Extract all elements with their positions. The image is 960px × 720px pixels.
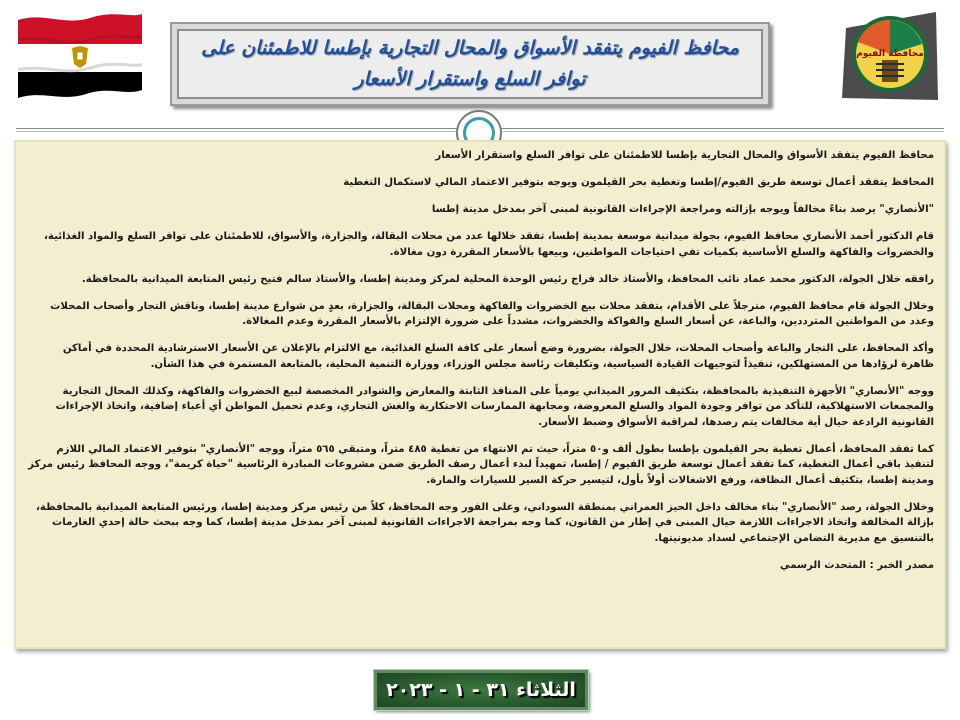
- article-paragraph: وخلال الجولة قام محافظ الفيوم، مترجلاً على الأقدام، بتفقد محلات بيع الخضروات والفاكهة ومحلات البقالة، والجزارة، بعدٍ من شوارع مدينة إطسا، وناقش التجار وأصحاب المحلات وعدد من المواطنين المترددين، والباعة، عن أسعار السلع والفواكة والخضروات، مشدداً على ضرورة الإلتزام بالأسعار المقررة وعدم المغالاة.: [50, 300, 934, 327]
- news-article: [14, 140, 946, 649]
- article-headline: محافظ الفيوم يتفقد الأسواق والمحال التجارية بإطسا للاطمئنان على توافر السلع واستقرار الأسعار: [435, 150, 934, 161]
- publish-date: الثلاثاء ٣١ - ١ - ٢٠٢٣: [386, 679, 576, 701]
- article-paragraph: كما تفقد المحافظ، أعمال تغطية بحر القيلمون بإطسا بطول ألف و٥٠ متراً، حيث تم الانتهاء من تغطية ٤٨٥ متراً، ومتبقي ٥٦٥ متراً، ووجه "الأنصاري" بتوفير الاعتماد المالي اللازم لتنفيذ باقي أعمال التغطية، كما تفقد أعمال توسعة طريق الفيوم / إطسا، تمهيداً لبدء أعمال رصف الطريق ضمن مشروعات المبادرة الرئاسية "حياة كريمة"، ووجه المحافظ رئيس مركز ومدينة إطسا، بتكثيف أعمال النظافة، ورفع الاشغالات أولاً بأول، لتيسير حركة السير للسيارات والمارة.: [28, 443, 934, 486]
- emblem-text: محافظة الفيوم: [856, 49, 924, 59]
- article-paragraph: ووجه "الأنصاري" الأجهزة التنفيذية بالمحافظة، بتكثيف المرور الميداني يومياً على المنافذ الثابتة والمعارض والشوادر المخصصة لبيع الخضروات والفاكهة، وكذلك المحال التجارية والمجمعات الاستهلاكية، للتأكد من توافر وجودة المواد والسلع المعروضة، ومجابهة الممارسات الاحتكارية والغش التجاري، وعدم تحميل المواطن أي أعباء إضافية، واتخاذ الإجراءات القانونية الرادعة حيال أية مخالفات يتم رصدها، لمراقبة الأسواق وضبط الأسعار.: [55, 385, 934, 428]
- fayoum-emblem-icon: [836, 6, 944, 106]
- article-paragraph: قام الدكتور أحمد الأنصاري محافظ الفيوم، بجولة ميدانية موسعة بمدينة إطسا، تفقد خلالها عدد من محلات البقالة، والجزارة، والأسواق، للاطمئنان على توافر السلع والمواد الغذائية، والخضروات والفاكهة والسلع الأساسية بكميات تفي احتياجات المواطنين، وبيعها بالأسعار المقررة دون مغالاة.: [44, 231, 934, 258]
- page-title: محافظ الفيوم يتفقد الأسواق والمحال التجارية بإطسا للاطمئنان على توافر السلع واستقرار الأسعار: [201, 37, 739, 90]
- article-paragraph: وأكد المحافظ، على التجار والباعة وأصحاب المحلات، خلال الجولة، بضرورة وضع أسعار على كافة السلع الغذائية، مع الالتزام بالإعلان عن الأسعار الاسترشادية المحددة في أماكن ظاهرة لرؤادها من المستهلكين، تنفيذاً لتوجيهات القيادة السياسية، وتكليفات رئاسة مجلس الوزراء، ووزارة التنمية المحلية، بالمتابعة المستمرة في هذا الشأن.: [62, 343, 934, 370]
- article-subheadline: "الأنصاري" يرصد بناءً مخالفاً ويوجه بإزالته ومراجعة الإجراءات القانونية لمبنى آخر بمدخل مدينة إطسا: [431, 204, 934, 215]
- article-subheadline: المحافظ يتفقد أعمال توسعة طريق الفيوم/إطسا وتغطية بحر القيلمون ويوجه بتوفير الاعتماد المالي لاستكمال التغطية: [343, 177, 934, 188]
- article-paragraph: رافقه خلال الجولة، الدكتور محمد عماد نائب المحافظ، والأستاذ خالد فراج رئيس الوحدة المحلية لمركز ومدينة إطسا، والأستاذ سالم فتيح رئيس المتابعة الميدانية بالمحافظة.: [81, 273, 934, 285]
- page-title-box: [170, 22, 770, 106]
- article-source: مصدر الخبر : المتحدث الرسمي: [779, 559, 934, 571]
- egypt-flag-icon: [14, 10, 146, 104]
- date-banner: [374, 670, 588, 710]
- article-paragraph: وخلال الجولة، رصد "الأنصاري" بناء مخالف داخل الحيز العمراني بمنطقة السوداني، وعلى الفور وجه المحافظ، كلاً من رئيس مركز ومدينة إطسا، ورئيس المتابعة الميدانية بالمحافظة، بإزالة المخالفة واتخاذ الاجراءات اللازمة حيال المبنى في إطار من القانون، كما وجه بمراجعة الاجراءات القانونية لمبنى آخر بمدخل مدينة إطسا، كما وجه ببحث حالة إحدي الغارمات بالتنسيق مع مديرية التضامن الإجتماعي لسداد مديونيتها.: [36, 501, 934, 544]
